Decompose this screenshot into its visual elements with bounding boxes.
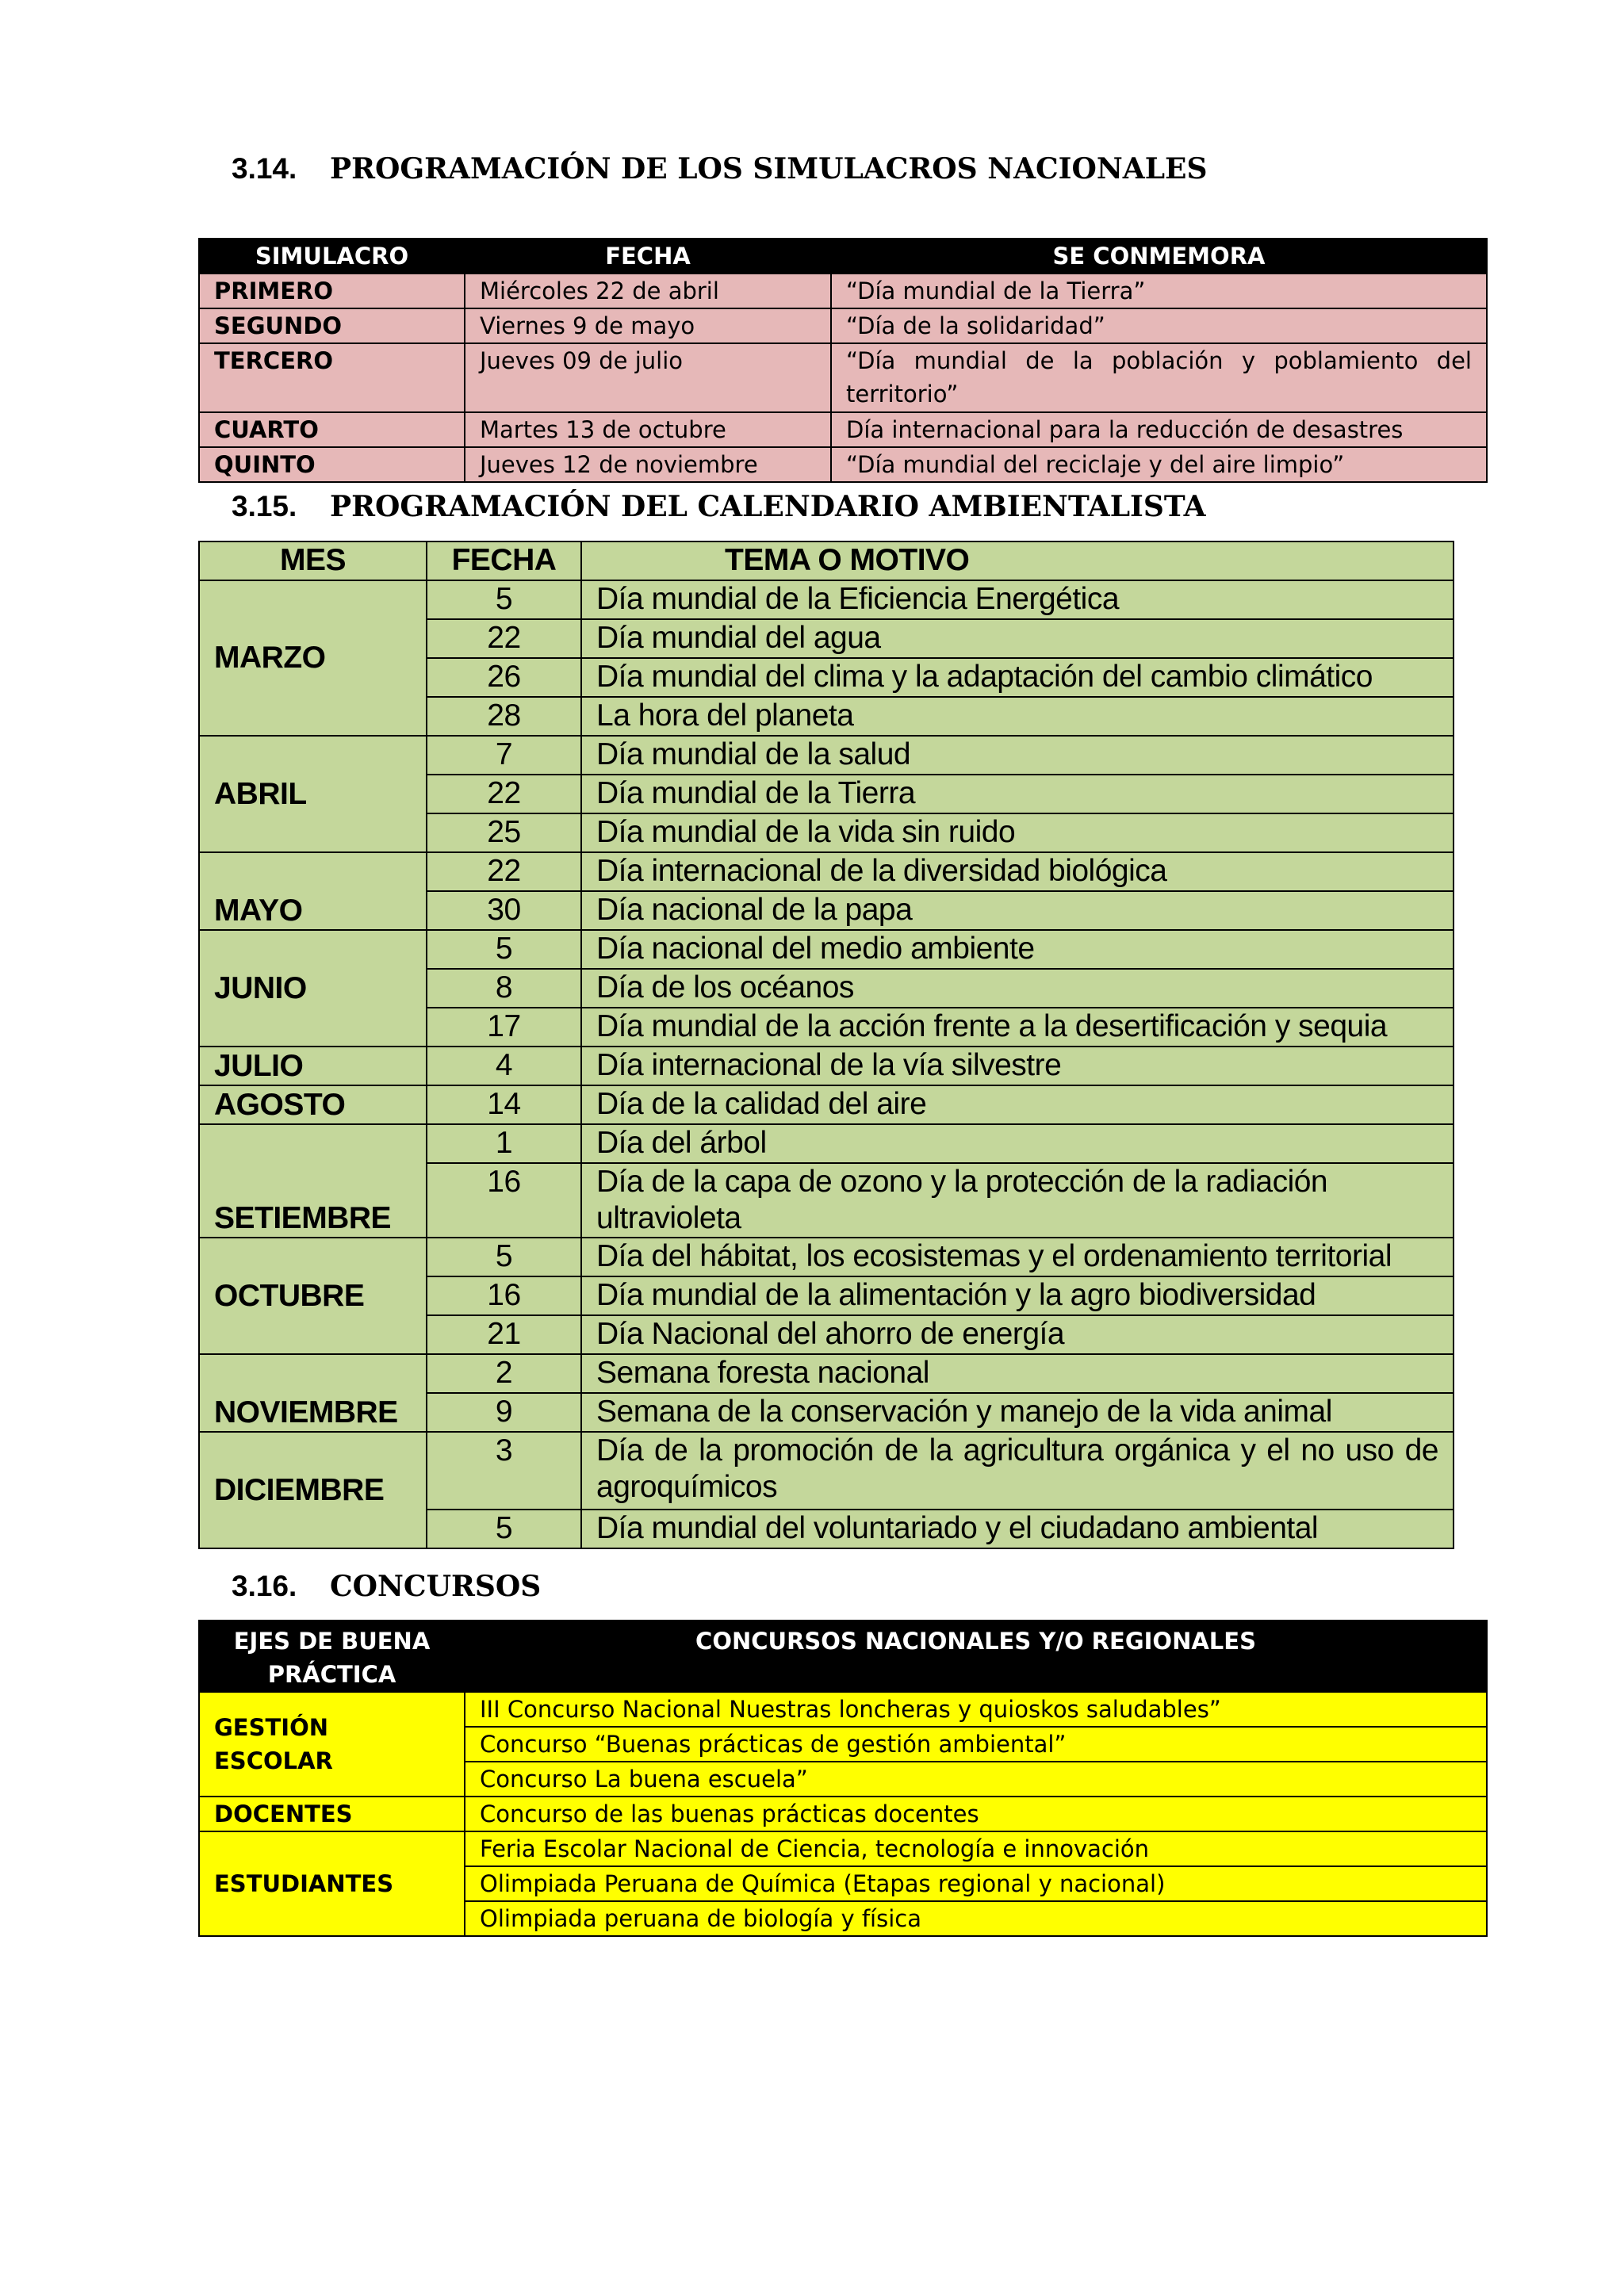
- month-cell: MARZO: [199, 580, 427, 736]
- month-cell: DICIEMBRE: [199, 1432, 427, 1548]
- concurso-cell: Feria Escolar Nacional de Ciencia, tecnología e innovación: [465, 1831, 1487, 1866]
- day-cell: 21: [427, 1315, 581, 1354]
- table-row: [199, 1831, 1487, 1866]
- day-cell: 1: [427, 1124, 581, 1163]
- month-cell: NOVIEMBRE: [199, 1354, 427, 1432]
- day-cell: 22: [427, 852, 581, 891]
- fecha-cell: Martes 13 de octubre: [465, 412, 831, 447]
- table-row: [199, 930, 1454, 969]
- conmemora-cell: “Día de la solidaridad”: [831, 308, 1487, 343]
- table-row: [199, 1432, 1454, 1510]
- concursos-table: [198, 1620, 1488, 1937]
- concurso-cell: Olimpiada Peruana de Química (Etapas regional y nacional): [465, 1866, 1487, 1901]
- tema-cell: Día de la calidad del aire: [581, 1085, 1454, 1124]
- tema-cell: Día mundial de la acción frente a la desertificación y sequia: [581, 1008, 1454, 1047]
- tema-cell: La hora del planeta: [581, 697, 1454, 736]
- day-cell: 7: [427, 736, 581, 775]
- day-cell: 14: [427, 1085, 581, 1124]
- tema-cell: Día internacional de la diversidad biológica: [581, 852, 1454, 891]
- table-row: [199, 736, 1454, 775]
- table-row: [199, 1238, 1454, 1276]
- tema-cell: Día del hábitat, los ecosistemas y el ordenamiento territorial: [581, 1238, 1454, 1276]
- section-number: 3.14.: [232, 152, 297, 185]
- tema-cell: Día mundial del clima y la adaptación del cambio climático: [581, 658, 1454, 697]
- table-row: [199, 1047, 1454, 1085]
- fecha-cell: Jueves 09 de julio: [465, 343, 831, 412]
- concurso-cell: Concurso de las buenas prácticas docentes: [465, 1797, 1487, 1831]
- day-cell: 3: [427, 1432, 581, 1510]
- month-cell: AGOSTO: [199, 1085, 427, 1124]
- col-header-mes: MES: [199, 541, 427, 580]
- table-row: [199, 308, 1487, 343]
- concurso-cell: Concurso La buena escuela”: [465, 1762, 1487, 1797]
- table-row: [199, 412, 1487, 447]
- conmemora-cell: “Día mundial de la Tierra”: [831, 274, 1487, 308]
- fecha-cell: Miércoles 22 de abril: [465, 274, 831, 308]
- col-header-fecha: FECHA: [427, 541, 581, 580]
- tema-cell: Día de la capa de ozono y la protección de la radiación ultravioleta: [581, 1163, 1454, 1238]
- day-cell: 22: [427, 619, 581, 658]
- day-cell: 22: [427, 775, 581, 813]
- day-cell: 30: [427, 891, 581, 930]
- day-cell: 16: [427, 1163, 581, 1238]
- tema-cell: Semana de la conservación y manejo de la vida animal: [581, 1393, 1454, 1432]
- fecha-cell: Viernes 9 de mayo: [465, 308, 831, 343]
- concurso-cell: Olimpiada peruana de biología y física: [465, 1901, 1487, 1936]
- eje-cell: ESTUDIANTES: [199, 1831, 465, 1936]
- table-header-row: [199, 239, 1487, 274]
- col-header-tema: TEMA O MOTIVO: [581, 541, 1454, 580]
- day-cell: 5: [427, 1238, 581, 1276]
- col-header-ejes: EJES DE BUENA PRÁCTICA: [199, 1621, 465, 1692]
- conmemora-cell: Día internacional para la reducción de desastres: [831, 412, 1487, 447]
- day-cell: 26: [427, 658, 581, 697]
- tema-cell: Día mundial de la Eficiencia Energética: [581, 580, 1454, 619]
- section-number: 3.16.: [232, 1570, 297, 1602]
- section-title: CONCURSOS: [330, 1570, 542, 1603]
- table-header-row: [199, 1621, 1487, 1692]
- table-row: [199, 580, 1454, 619]
- section-heading-3-15: [232, 490, 1206, 523]
- tema-cell: Semana foresta nacional: [581, 1354, 1454, 1393]
- day-cell: 5: [427, 930, 581, 969]
- day-cell: 8: [427, 969, 581, 1008]
- concurso-cell: III Concurso Nacional Nuestras loncheras y quioskos saludables”: [465, 1692, 1487, 1727]
- tema-cell: Día de la promoción de la agricultura orgánica y el no uso de agroquímicos: [581, 1432, 1454, 1510]
- day-cell: 5: [427, 580, 581, 619]
- tema-cell: Día Nacional del ahorro de energía: [581, 1315, 1454, 1354]
- col-header-concursos: CONCURSOS NACIONALES Y/O REGIONALES: [465, 1621, 1487, 1692]
- calendario-table: [198, 541, 1454, 1549]
- tema-cell: Día mundial de la alimentación y la agro biodiversidad: [581, 1276, 1454, 1315]
- tema-cell: Día de los océanos: [581, 969, 1454, 1008]
- concurso-cell: Concurso “Buenas prácticas de gestión ambiental”: [465, 1727, 1487, 1762]
- simulacro-cell: PRIMERO: [199, 274, 465, 308]
- simulacros-table: [198, 238, 1488, 483]
- tema-cell: Día del árbol: [581, 1124, 1454, 1163]
- tema-cell: Día mundial del voluntariado y el ciudadano ambiental: [581, 1510, 1454, 1548]
- table-row: [199, 343, 1487, 412]
- table-row: [199, 1085, 1454, 1124]
- month-cell: ABRIL: [199, 736, 427, 852]
- table-row: [199, 1124, 1454, 1163]
- table-row: [199, 1354, 1454, 1393]
- section-heading-3-14: [232, 152, 1207, 186]
- tema-cell: Día mundial del agua: [581, 619, 1454, 658]
- col-header-fecha: FECHA: [465, 239, 831, 274]
- month-cell: JULIO: [199, 1047, 427, 1085]
- section-title: PROGRAMACIÓN DE LOS SIMULACROS NACIONALES: [330, 152, 1208, 186]
- table-row: [199, 1692, 1487, 1727]
- section-number: 3.15.: [232, 490, 297, 522]
- day-cell: 25: [427, 813, 581, 852]
- day-cell: 2: [427, 1354, 581, 1393]
- day-cell: 16: [427, 1276, 581, 1315]
- table-header-row: [199, 541, 1454, 580]
- section-heading-3-16: [232, 1570, 541, 1603]
- conmemora-cell: “Día mundial del reciclaje y del aire limpio”: [831, 447, 1487, 482]
- month-cell: SETIEMBRE: [199, 1124, 427, 1238]
- simulacro-cell: QUINTO: [199, 447, 465, 482]
- conmemora-cell: “Día mundial de la población y poblamiento del territorio”: [831, 343, 1487, 412]
- col-header-conmemora: SE CONMEMORA: [831, 239, 1487, 274]
- table-row: [199, 852, 1454, 891]
- section-title: PROGRAMACIÓN DEL CALENDARIO AMBIENTALISTA: [330, 490, 1206, 523]
- simulacro-cell: TERCERO: [199, 343, 465, 412]
- simulacro-cell: CUARTO: [199, 412, 465, 447]
- fecha-cell: Jueves 12 de noviembre: [465, 447, 831, 482]
- day-cell: 28: [427, 697, 581, 736]
- day-cell: 17: [427, 1008, 581, 1047]
- tema-cell: Día nacional de la papa: [581, 891, 1454, 930]
- day-cell: 4: [427, 1047, 581, 1085]
- month-cell: OCTUBRE: [199, 1238, 427, 1354]
- tema-cell: Día mundial de la vida sin ruido: [581, 813, 1454, 852]
- col-header-simulacro: SIMULACRO: [199, 239, 465, 274]
- month-cell: JUNIO: [199, 930, 427, 1047]
- table-row: [199, 447, 1487, 482]
- tema-cell: Día internacional de la vía silvestre: [581, 1047, 1454, 1085]
- tema-cell: Día mundial de la Tierra: [581, 775, 1454, 813]
- eje-cell: DOCENTES: [199, 1797, 465, 1831]
- table-row: [199, 274, 1487, 308]
- eje-cell: GESTIÓN ESCOLAR: [199, 1692, 465, 1797]
- day-cell: 5: [427, 1510, 581, 1548]
- tema-cell: Día nacional del medio ambiente: [581, 930, 1454, 969]
- month-cell: MAYO: [199, 852, 427, 930]
- table-row: [199, 1797, 1487, 1831]
- day-cell: 9: [427, 1393, 581, 1432]
- simulacro-cell: SEGUNDO: [199, 308, 465, 343]
- tema-cell: Día mundial de la salud: [581, 736, 1454, 775]
